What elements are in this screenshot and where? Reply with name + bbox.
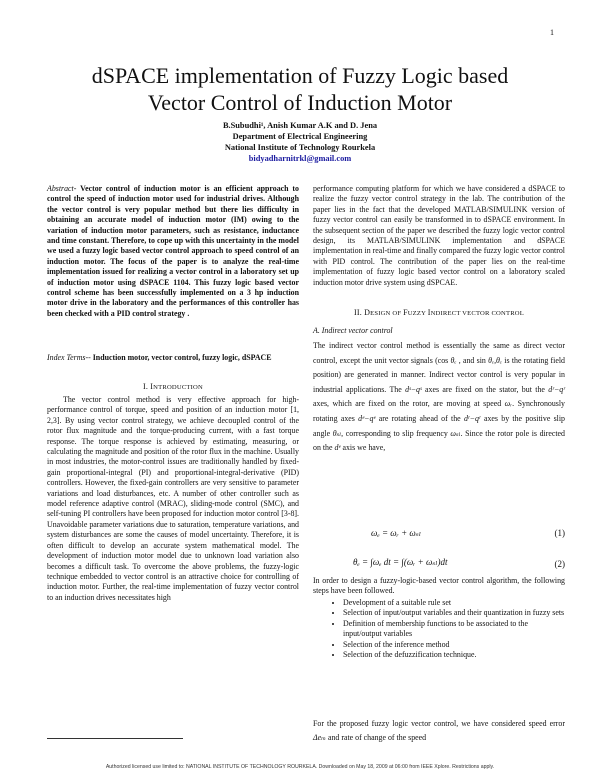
para-a-text-5: axes, which are fixed on the rotor, are moving at speed (313, 399, 505, 409)
section2-part-0: D (364, 308, 371, 317)
design-steps-list (313, 598, 565, 660)
license-footer: Authorized licensed use limited to: NATIONAL INSTITUTE OF TECHNOLOGY ROURKELA. Downloaded on May 18, 2009 at 06:00 from IEEE Xplore. Restrictions apply. (105, 764, 495, 770)
indirect-vector-paragraph (313, 339, 565, 456)
author-department: Department of Electrical Engineering (232, 132, 368, 141)
author-block (40, 120, 560, 164)
dr-qr-symbol: dʳ−qʳ (548, 384, 565, 394)
para-a-text-6: . Synchronously rotating axes (313, 399, 565, 423)
para-a-text-3: is the rotating field position) are generated in manner. Indirect vector control is very popular in industrial applications. The (313, 355, 566, 394)
section1-title-rest: NTRODUCTION (153, 384, 203, 391)
index-terms (47, 353, 299, 363)
theta-e-symbol: θₑ (450, 355, 457, 365)
section1-number: I. (143, 382, 149, 391)
author-email[interactable]: bidyadharnitrkl@gmail.com (248, 154, 352, 163)
ds-qs-symbol: dˢ−qˢ (405, 384, 422, 394)
footnote-rule (47, 738, 183, 739)
index-terms-text: Induction motor, vector control, fuzzy logic, dSPACE (90, 353, 272, 362)
page-number: 1 (550, 28, 554, 37)
section2-number: II. (353, 308, 362, 317)
dr-qr-symbol-2: dʳ−qʳ (463, 413, 481, 423)
list-item: • Selection of the inference method (343, 640, 565, 650)
para-a-text-4: axes are fixed on the stator, but the (421, 384, 549, 394)
equation-2 (313, 557, 565, 569)
para-a-text-1: The indirect vector control method is essentially the same as direct vector control, except the unit vector signals (cos (313, 341, 565, 365)
title-line-2: Vector Control of Induction Motor (147, 90, 453, 115)
omega-sl-symbol: ωₛₗ (450, 428, 461, 438)
introduction-paragraph: The vector control method is very effective approach for high-performance control of torque, speed and position of an induction motor [1, 2,3]. By using vector control strategy, we achieve decoupled control of the rotor flux magnitude and the torque-producing current, with a fast torque response. The torque response is achieved by estimating, measuring, or calculating the magnitude and position of the rotor flux in the machine. Usually in most industries, the motor-control issues are traditionally handled by fixed-gain proportional-integral (PI) and proportional-integral-derivative (PID) controllers. However, the fixed-gain controllers are very sensitive to parameter variations and load disturbances, etc. A number of other controller such as model reference adaptive control (MRAC), sliding-mode control (SMC), and self-tuning PI controllers have been proposed for induction motor control [3-8]. Unavoidable parameter variations due to saturation, temperature variations, and system disturbances are some the causes of model uncertainty. Therefore, it is often difficult to develop an accurate system mathematical model. The development of induction motor model due to unknown load variation also becomes a difficult task. To overcome the above problems, the fuzzy-logic technique embedded to vector control is an attractive choice for controlling of induction motor. Further, the real-time implementation of fuzzy vector control to an induction drives necessitates high (47, 395, 299, 602)
abstract (47, 184, 299, 319)
para-a-text-10: . Since the rotor pole is directed on the (313, 428, 565, 453)
intro-continuation-paragraph: performance computing platform for which we have considered a dSPACE to realize the fuzzy vector control strategy in the lab. The contribution of the paper lies in the fact that the developed MATLAB/SIMULINK version of fuzzy vector control can easily be transformed in to dSPACE environment. In the subsequent section of the paper we described the fuzzy logic vector control design, its MATLAB/SIMULINK implementation and dSPACE implementation in real-time and finally compared the fuzzy logic vector control with PID control. The contribution of the paper lies on the real-time implementation of fuzzy logic based vector control on a laboratory scaled induction motor drive system using dSPCAE. (313, 184, 565, 287)
para-a-text-8: axes by the positive slip angle (313, 413, 565, 438)
list-item: • Selection of input/output variables and their quantization in fuzzy sets (343, 608, 565, 618)
author-institute: National Institute of Technology Rourkela (224, 143, 376, 152)
section2-part-1: ESIGN OF (370, 310, 404, 317)
de-qe-symbol: dᵉ−qᵉ (358, 413, 376, 423)
fuzzy-design-intro: In order to design a fuzzy-logic-based vector control algorithm, the following steps have been followed. (313, 576, 565, 596)
abstract-text: Vector control of induction motor is an efficient approach to control the speed of induction motor used for industrial drives. Although the vector control is very popular method but there lies difficulty in obtaining an accurate model of induction motor (IM) owing to the variation of induction motor parameters, such as resistance, inductance and time constant. Therefore, to cope up with this uncertainty in the model we used a fuzzy logic based vector control approach to speed control of an induction motor. The focus of the paper is to analyze the real-time implementation issued for realizing a vector control in a laboratory set up of induction motor using dSPACE 1104. This fuzzy logic based vector control scheme has been successfully implemented on a 3 hp induction motor drive in the laboratory and the performances of this controller has been checked with a PID control strategy . (47, 184, 299, 318)
list-item: • Selection of the defuzzification technique. (343, 650, 565, 660)
equation-2-body: θₑ = ∫ωₑ dt = ∫(ωᵣ + ωₛₗ)dt (353, 557, 448, 567)
section2-part-5: NDIRECT VECTOR CONTROL (430, 310, 524, 317)
closing-text-2: and rate of change of the speed (325, 733, 427, 742)
title-line-1: dSPACE implementation of Fuzzy Logic based (91, 63, 509, 88)
equation-1-body: ωₑ = ωᵣ + ωₛₗ (371, 528, 422, 538)
closing-text-1: For the proposed fuzzy logic vector control, we have considered speed error (313, 719, 565, 728)
para-a-text-2: , and sin (456, 355, 489, 365)
subsection-heading-indirect: A. Indirect vector control (313, 326, 393, 335)
equation-2-number: (2) (554, 559, 565, 569)
omega-r-symbol: ωᵣ (504, 399, 513, 409)
abstract-label: Abstract- (47, 184, 77, 193)
section2-part-3: UZZY (407, 310, 428, 317)
closing-paragraph (313, 717, 565, 745)
list-item: • Definition of membership functions to be associated to the input/output variables (343, 619, 565, 640)
equation-1-number: (1) (554, 528, 565, 538)
delta-e-symbol: Δeₘ (313, 733, 326, 742)
list-item: • Development of a suitable rule set (343, 598, 565, 608)
paper-title (40, 62, 560, 116)
section1-first-letter: I (150, 382, 154, 391)
theta-pair-symbol: θₑ,θₑ (488, 355, 503, 365)
equation-1 (313, 528, 565, 540)
de-symbol: dᵉ (334, 443, 341, 453)
section2-part-2: F (403, 308, 408, 317)
section2-part-4: I (427, 308, 431, 317)
index-terms-label: Index Terms-- (47, 353, 91, 362)
para-a-text-11: axis we have, (340, 443, 386, 453)
section-heading-introduction (47, 382, 299, 393)
para-a-text-9: , corresponding to slip frequency (341, 428, 451, 438)
section-heading-design (313, 308, 565, 319)
para-a-text-7: are rotating ahead of the (375, 413, 464, 423)
author-names: B.Subudhi¹, Anish Kumar A.K and D. Jena (222, 121, 378, 130)
theta-sl-symbol: θₛₗ (332, 428, 342, 438)
